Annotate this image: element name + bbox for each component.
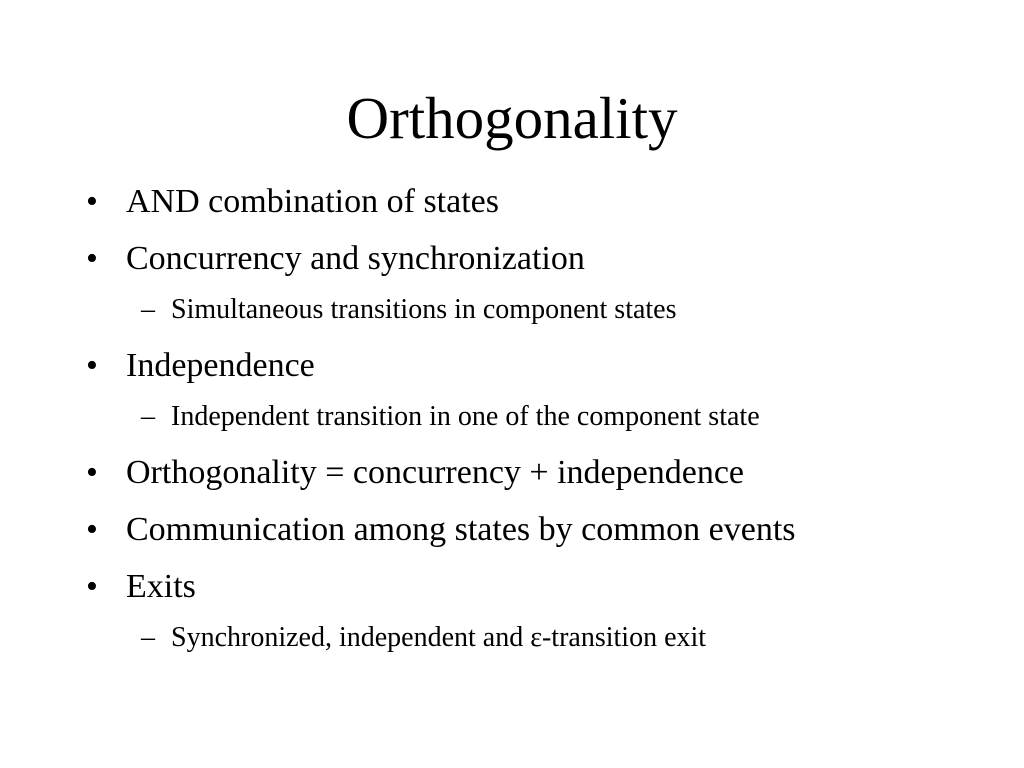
bullet-text: Orthogonality = concurrency + independence <box>126 454 745 491</box>
sub-bullet-marker: – <box>141 401 155 432</box>
bullet-item <box>86 506 986 554</box>
sub-list <box>86 616 986 660</box>
bullet-list <box>86 178 986 670</box>
sub-list-container <box>86 395 986 439</box>
sub-bullet-text: Simultaneous transitions in component states <box>171 294 677 325</box>
sub-bullet-text: Synchronized, independent and ε-transition exit <box>171 622 707 653</box>
bullet-text: Communication among states by common events <box>126 511 796 548</box>
bullet-marker: • <box>86 347 98 384</box>
bullet-text: AND combination of states <box>126 183 499 220</box>
sub-list <box>86 395 986 439</box>
sub-bullet-item <box>86 616 986 660</box>
bullet-item <box>86 178 986 226</box>
bullet-text: Concurrency and synchronization <box>126 240 585 277</box>
sub-bullet-marker: – <box>141 294 155 325</box>
bullet-marker: • <box>86 454 98 491</box>
sub-list-container <box>86 288 986 332</box>
sub-bullet-item <box>86 395 986 439</box>
bullet-marker: • <box>86 511 98 548</box>
bullet-text: Independence <box>126 347 315 384</box>
bullet-text: Exits <box>126 568 196 605</box>
bullet-marker: • <box>86 183 98 220</box>
sub-list-container <box>86 616 986 660</box>
bullet-item <box>86 342 986 390</box>
sub-bullet-text: Independent transition in one of the component state <box>171 401 760 432</box>
bullet-marker: • <box>86 568 98 605</box>
bullet-item <box>86 563 986 611</box>
slide-title: Orthogonality <box>346 85 678 151</box>
sub-bullet-item <box>86 288 986 332</box>
sub-bullet-marker: – <box>141 622 155 653</box>
bullet-marker: • <box>86 240 98 277</box>
sub-list <box>86 288 986 332</box>
bullet-item <box>86 449 986 497</box>
bullet-item <box>86 235 986 283</box>
